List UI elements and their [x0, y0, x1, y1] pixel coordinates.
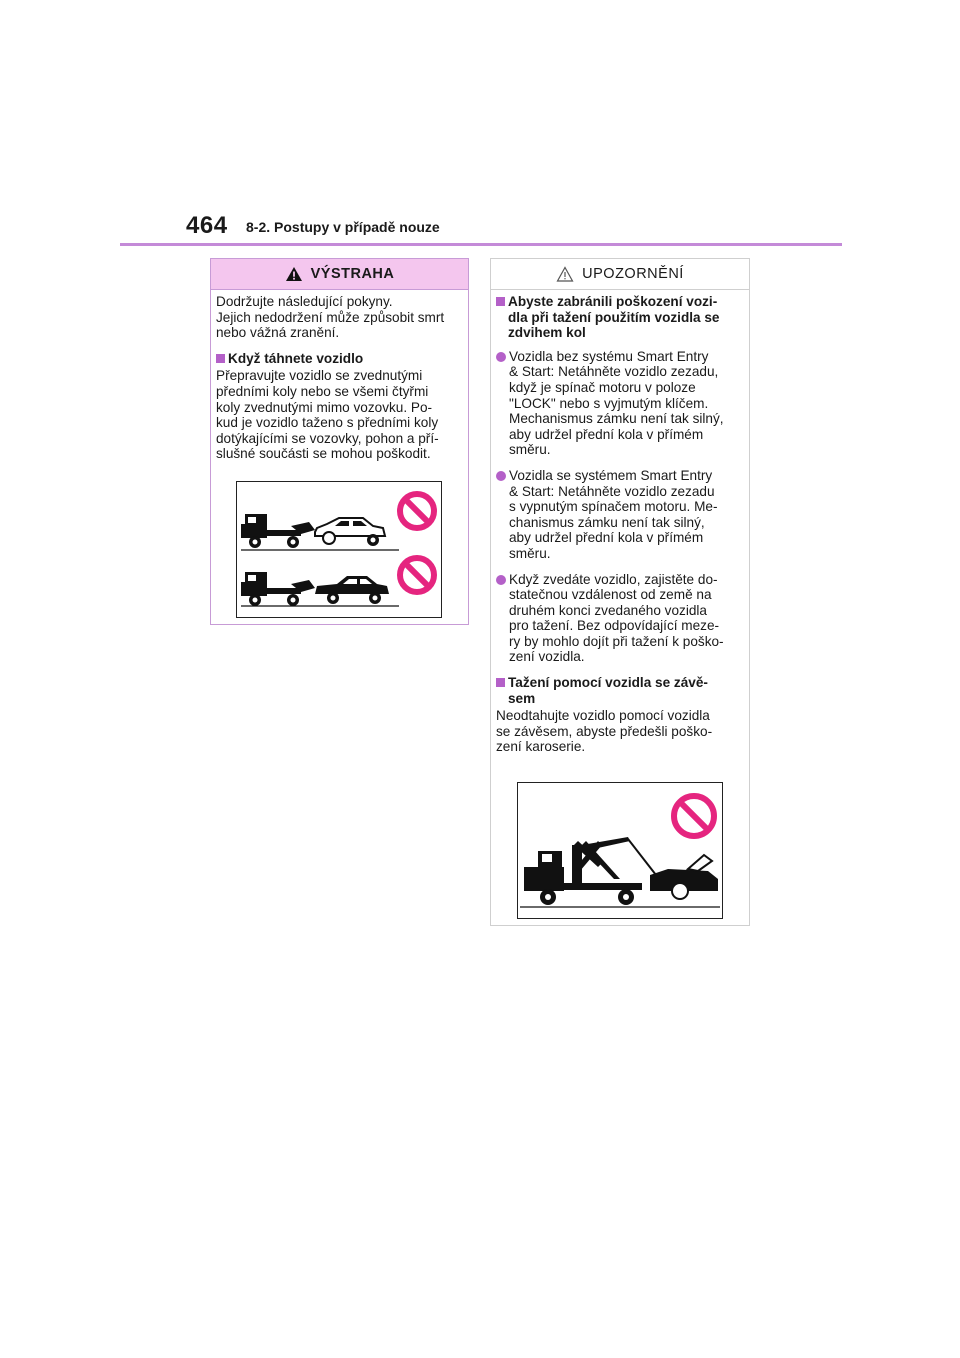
caution-triangle-icon: [556, 266, 574, 282]
prohibition-icon: [400, 558, 434, 592]
caution-heading-2-text: Tažení pomocí vozidla se závě- sem: [508, 675, 708, 706]
caution-heading-1: [496, 294, 743, 341]
towing-prohibited-illustration: [236, 481, 442, 618]
caution-text-2: Neodtahujte vozidlo pomocí vozidla se závěsem, abyste předešli poško- zení karoserie.: [496, 708, 713, 755]
sling-tow-truck: [520, 837, 720, 907]
warning-text: Přepravujte vozidlo se zvednutými předními koly nebo se všemi čtyřmi koly zvednutými mimo vozovku. Po- kud je vozidlo taženo s předními koly dotýkajícími se vozovky, pohon a pří- slušné součásti se mohou poškodit.: [216, 368, 439, 462]
square-bullet-icon: [216, 351, 228, 367]
header-rule: [120, 243, 842, 246]
square-bullet-icon: [496, 675, 508, 706]
round-bullet-icon: [496, 349, 509, 458]
tow-truck-rear-wheels-down: [241, 572, 399, 606]
caution-body: [491, 290, 749, 755]
caution-bullet: [496, 349, 743, 458]
caution-heading-2: [496, 675, 743, 706]
caution-heading-1-text: Abyste zabránili poškození vozi- dla při tažení použitím vozidla se zdvihem kol: [508, 294, 720, 341]
caution-bullet-text: Vozidla se systémem Smart Entry & Start: Netáhněte vozidlo zezadu s vypnutým spínačem motoru. Me- chanismus zámku není tak silný, aby udržel přední kola v přímém směru.: [509, 467, 718, 561]
warning-header: [211, 259, 468, 290]
round-bullet-icon: [496, 572, 509, 666]
sling-towing-prohibited-illustration: [517, 782, 723, 919]
tow-truck-front-wheels-down: [241, 514, 399, 550]
caution-title: UPOZORNĚNÍ: [582, 266, 684, 282]
section-title: 8-2. Postupy v případě nouze: [246, 219, 440, 235]
prohibition-icon: [400, 494, 434, 528]
warning-intro: Dodržujte následující pokyny. Jejich nedodržení může způsobit smrt nebo vážná zranění.: [216, 294, 445, 341]
caution-bullet: [496, 468, 743, 562]
caution-bullet: [496, 572, 743, 666]
warning-heading: [216, 351, 462, 367]
warning-title: VÝSTRAHA: [310, 266, 395, 282]
caution-bullet-text: Když zvedáte vozidlo, zajistěte do- statečnou vzdálenost od země na druhém konci zvedaného vozidla pro tažení. Bez odpovídající meze- ry by mohlo dojít při tažení k poško- zení vozidla.: [509, 571, 724, 665]
warning-heading-text: Když táhnete vozidlo: [228, 350, 364, 366]
round-bullet-icon: [496, 468, 509, 562]
warning-triangle-icon: [285, 266, 303, 282]
warning-body: [211, 290, 468, 462]
caution-bullet-text: Vozidla bez systému Smart Entry & Start: Netáhněte vozidlo zezadu, když je spínač motoru v poloze "LOCK" nebo s vyjmutým klíčem. Mechanismus zámku není tak silný, aby udržel přední kola v přímém směru.: [509, 348, 724, 458]
page-number: 464: [186, 212, 228, 239]
prohibition-icon: [674, 796, 714, 836]
caution-header: [491, 259, 749, 290]
square-bullet-icon: [496, 294, 508, 341]
